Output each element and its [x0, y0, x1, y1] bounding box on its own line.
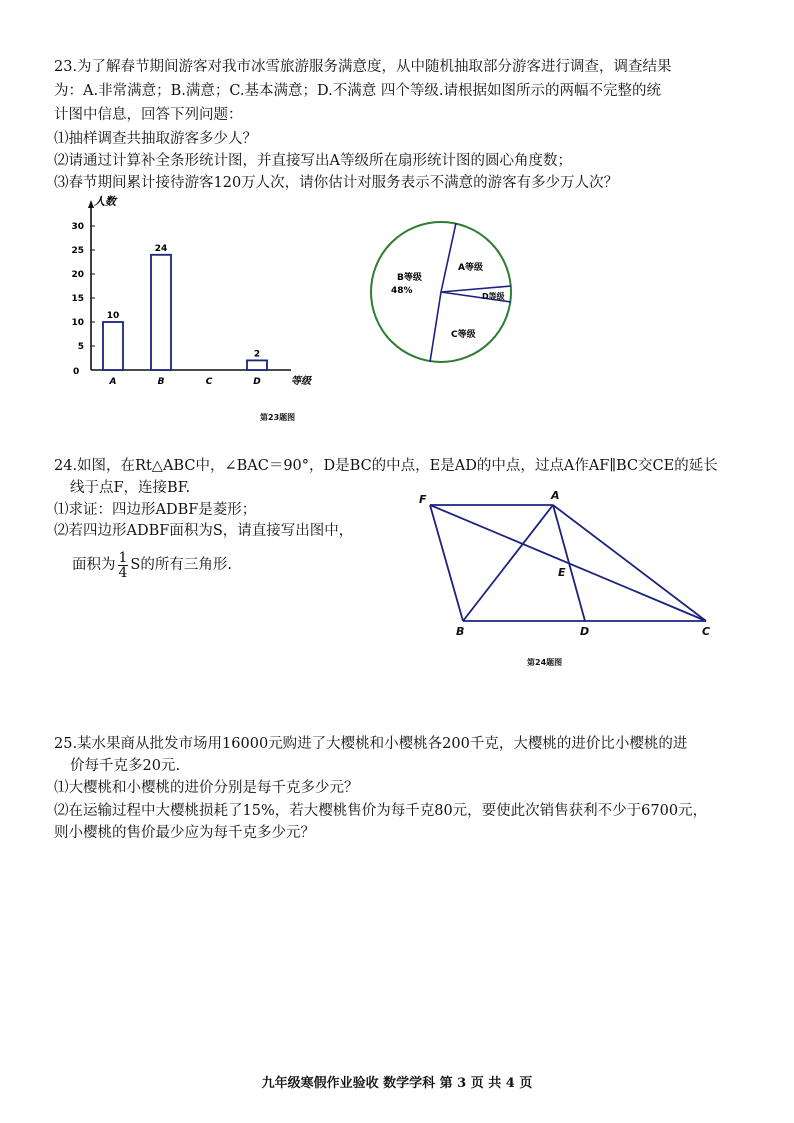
bar-value-label-d: 2: [253, 349, 261, 360]
q24-line-2: 线于点F，连接BF.: [70, 480, 191, 496]
q25-line-2: 价每千克多20元.: [70, 758, 181, 774]
q23-sub-1: ⑴抽样调查共抽取游客多少人？: [54, 131, 257, 147]
y-tick-label: 0: [73, 367, 80, 377]
bar-d: [247, 360, 267, 370]
point-label-c: C: [702, 625, 711, 638]
point-label-d: D: [580, 625, 590, 638]
q23-line-2: 为：A.非常满意；B.满意；C.基本满意；D.不满意 四个等级.请根据如图所示的两幅不完整的统: [54, 83, 661, 99]
x-tick-label-c: C: [205, 377, 213, 387]
q25-sub-1: ⑴大樱桃和小樱桃的进价分别是每千克多少元？: [54, 780, 359, 796]
q23-figure-caption: 第23题图: [260, 413, 296, 422]
pie-divider-bc: [430, 292, 441, 362]
x-tick-label-d: D: [253, 377, 261, 387]
y-tick-label: 10: [71, 318, 84, 328]
x-axis-label: 等级: [291, 376, 311, 387]
fraction-one-quarter: [118, 551, 129, 580]
segment-ac: [553, 505, 706, 621]
y-tick-label: 20: [71, 270, 84, 280]
point-label-e: E: [558, 566, 566, 579]
bar-value-label-b: 24: [154, 243, 168, 254]
pie-label-d: D等级: [482, 292, 505, 301]
x-tick-label-b: B: [157, 377, 165, 387]
bar-value-label-a: 10: [106, 311, 120, 321]
pie-label-a: A等级: [458, 263, 483, 273]
q24-sub-2: ⑵若四边形ADBF面积为S，请直接写出图中，: [54, 523, 354, 539]
pie-label-c: C等级: [451, 330, 476, 340]
y-tick-label: 25: [71, 246, 84, 256]
pie-value-b: 48%: [391, 286, 413, 296]
segment-ab: [463, 505, 553, 621]
pie-chart: [360, 210, 530, 380]
pie-label-b: B等级: [397, 273, 422, 283]
point-label-f: F: [419, 493, 427, 506]
bar-a: [103, 322, 123, 370]
q23-line-1: 23.为了解春节期间游客对我市冰雪旅游服务满意度，从中随机抽取部分游客进行调查，调查结果: [54, 59, 672, 75]
q25-sub-2: ⑵在运输过程中大樱桃损耗了15%，若大樱桃售价为每千克80元，要使此次销售获利不少于6700元，: [54, 803, 708, 819]
q23-sub-3: ⑶春节期间累计接待游客120万人次，请你估计对服务表示不满意的游客有多少万人次？: [54, 175, 619, 191]
q24-line-1: 24.如图，在Rt△ABC中，∠BAC＝90°，D是BC的中点，E是AD的中点，过点A作AF∥BC交CE的延长: [54, 458, 718, 474]
q24-sub-3-post: S的所有三角形.: [130, 557, 232, 573]
point-label-a: A: [551, 489, 560, 502]
q24-figure-caption: 第24题图: [527, 658, 563, 667]
segment-fb: [430, 505, 463, 621]
rhombus-figure: [410, 485, 730, 645]
x-tick-label-a: A: [109, 377, 117, 387]
q23-sub-2: ⑵请通过计算补全条形统计图，并直接写出A等级所在扇形统计图的圆心角度数；: [54, 153, 572, 169]
q25-line-1: 25.某水果商从批发市场用16000元购进了大樱桃和小樱桃各200千克，大樱桃的进价比小樱桃的进: [54, 736, 688, 752]
bar-chart: [56, 190, 346, 395]
fraction-numerator: 1: [118, 549, 128, 566]
q24-sub-3: [72, 548, 232, 582]
y-tick-label: 15: [71, 294, 84, 304]
y-tick-label: 5: [77, 342, 84, 352]
q24-sub-1: ⑴求证：四边形ADBF是菱形；: [54, 502, 257, 518]
q24-sub-3-pre: 面积为: [72, 557, 116, 573]
bar-b: [151, 255, 171, 370]
segment-fc: [430, 505, 706, 621]
y-axis-label: 人数: [94, 195, 116, 208]
q23-line-3: 计图中信息，回答下列问题：: [54, 107, 243, 123]
q25-sub-3: 则小樱桃的售价最少应为每千克多少元？: [54, 825, 315, 841]
page-footer: 九年级寒假作业验收 数学学科 第 3 页 共 4 页: [261, 1076, 533, 1091]
pie-divider-ab: [441, 223, 456, 292]
point-label-b: B: [456, 625, 465, 638]
fraction-denominator: 4: [118, 564, 128, 581]
y-tick-label: 30: [71, 222, 84, 232]
